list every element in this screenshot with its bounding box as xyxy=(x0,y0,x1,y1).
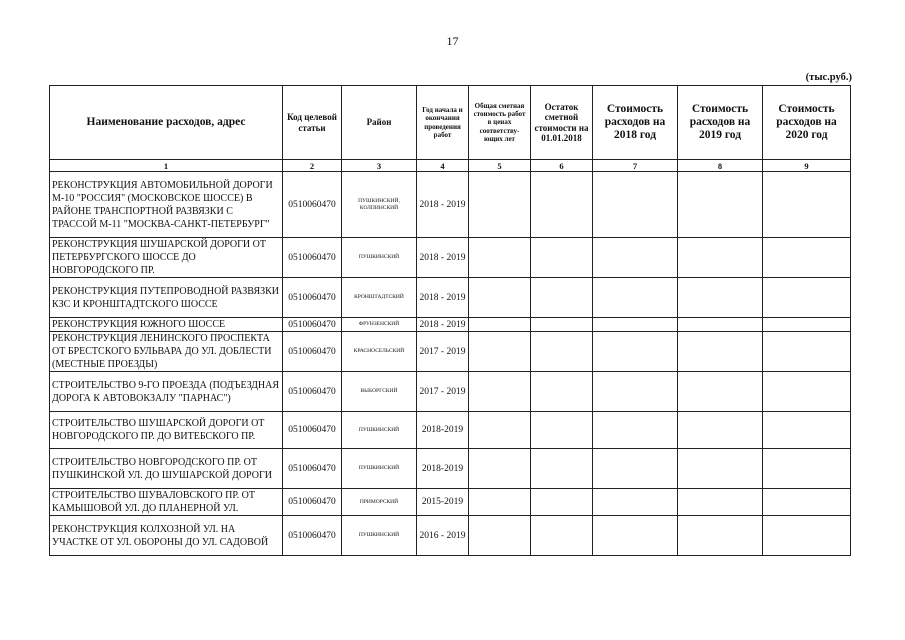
cost-2019-cell xyxy=(678,372,763,412)
work-years: 2017 - 2019 xyxy=(417,372,469,412)
column-number: 6 xyxy=(531,160,593,172)
expense-name: РЕКОНСТРУКЦИЯ ШУШАРСКОЙ ДОРОГИ ОТ ПЕТЕРБУРГСКОГО ШОССЕ ДО НОВГОРОДСКОГО ПР. xyxy=(50,238,283,278)
table-row xyxy=(50,489,851,516)
district: ВЫБОРГСКИЙ xyxy=(342,372,417,412)
header-name: Наименование расходов, адрес xyxy=(50,86,283,160)
target-code: 0510060470 xyxy=(283,318,342,332)
target-code: 0510060470 xyxy=(283,516,342,556)
remaining-cost-cell xyxy=(531,412,593,449)
expense-name: РЕКОНСТРУКЦИЯ ЮЖНОГО ШОССЕ xyxy=(50,318,283,332)
cost-2020-cell xyxy=(763,172,851,238)
district: ПУШКИНСКИЙ xyxy=(342,449,417,489)
work-years: 2017 - 2019 xyxy=(417,332,469,372)
cost-2020-cell xyxy=(763,238,851,278)
expense-name: СТРОИТЕЛЬСТВО НОВГОРОДСКОГО ПР. ОТ ПУШКИНСКОЙ УЛ. ДО ШУШАРСКОЙ ДОРОГИ xyxy=(50,449,283,489)
cost-2018-cell xyxy=(593,489,678,516)
target-code: 0510060470 xyxy=(283,489,342,516)
table-row xyxy=(50,412,851,449)
column-number: 9 xyxy=(763,160,851,172)
total-cost-cell xyxy=(469,172,531,238)
district: ПРИМОРСКИЙ xyxy=(342,489,417,516)
total-cost-cell xyxy=(469,332,531,372)
cost-2020-cell xyxy=(763,412,851,449)
column-number: 3 xyxy=(342,160,417,172)
target-code: 0510060470 xyxy=(283,372,342,412)
target-code: 0510060470 xyxy=(283,172,342,238)
header-cost-2018: Стоимость расходов на 2018 год xyxy=(593,86,678,160)
total-cost-cell xyxy=(469,372,531,412)
district: ПУШКИНСКИЙ xyxy=(342,412,417,449)
remaining-cost-cell xyxy=(531,238,593,278)
cost-2020-cell xyxy=(763,278,851,318)
work-years: 2015-2019 xyxy=(417,489,469,516)
remaining-cost-cell xyxy=(531,318,593,332)
work-years: 2018 - 2019 xyxy=(417,318,469,332)
header-district: Район xyxy=(342,86,417,160)
table-row xyxy=(50,332,851,372)
cost-2019-cell xyxy=(678,449,763,489)
expense-name: РЕКОНСТРУКЦИЯ ЛЕНИНСКОГО ПРОСПЕКТА ОТ БРЕСТСКОГО БУЛЬВАРА ДО УЛ. ДОБЛЕСТИ (МЕСТНЫЕ ПРОЕЗДЫ) xyxy=(50,332,283,372)
target-code: 0510060470 xyxy=(283,238,342,278)
table-row xyxy=(50,318,851,332)
total-cost-cell xyxy=(469,516,531,556)
table-row xyxy=(50,172,851,238)
cost-2019-cell xyxy=(678,278,763,318)
column-number: 5 xyxy=(469,160,531,172)
cost-2019-cell xyxy=(678,332,763,372)
expense-name: СТРОИТЕЛЬСТВО ШУШАРСКОЙ ДОРОГИ ОТ НОВГОРОДСКОГО ПР. ДО ВИТЕБСКОГО ПР. xyxy=(50,412,283,449)
cost-2018-cell xyxy=(593,372,678,412)
column-number: 1 xyxy=(50,160,283,172)
header-cost-2019: Стоимость расходов на 2019 год xyxy=(678,86,763,160)
cost-2018-cell xyxy=(593,449,678,489)
district: ПУШКИНСКИЙ xyxy=(342,516,417,556)
total-cost-cell xyxy=(469,318,531,332)
district: ФРУНЗЕНСКИЙ xyxy=(342,318,417,332)
cost-2018-cell xyxy=(593,238,678,278)
work-years: 2018 - 2019 xyxy=(417,238,469,278)
page-number: 17 xyxy=(446,34,459,48)
expense-table xyxy=(49,85,851,556)
district: КРОНШТАДТСКИЙ xyxy=(342,278,417,318)
cost-2020-cell xyxy=(763,449,851,489)
target-code: 0510060470 xyxy=(283,449,342,489)
target-code: 0510060470 xyxy=(283,412,342,449)
table-row xyxy=(50,449,851,489)
column-number: 4 xyxy=(417,160,469,172)
expense-name: СТРОИТЕЛЬСТВО ШУВАЛОВСКОГО ПР. ОТ КАМЫШОВОЙ УЛ. ДО ПЛАНЕРНОЙ УЛ. xyxy=(50,489,283,516)
table-row xyxy=(50,238,851,278)
work-years: 2018 - 2019 xyxy=(417,172,469,238)
remaining-cost-cell xyxy=(531,516,593,556)
cost-2019-cell xyxy=(678,238,763,278)
table-row xyxy=(50,372,851,412)
header-total-cost: Общая сметная стоимость работ в ценах соответству-ющих лет xyxy=(469,86,531,160)
target-code: 0510060470 xyxy=(283,332,342,372)
remaining-cost-cell xyxy=(531,489,593,516)
cost-2020-cell xyxy=(763,489,851,516)
header-remaining-cost: Остаток сметной стоимости на 01.01.2018 xyxy=(531,86,593,160)
cost-2019-cell xyxy=(678,172,763,238)
cost-2018-cell xyxy=(593,332,678,372)
header-years: Год начала и окончания проведения работ xyxy=(417,86,469,160)
district: КРАСНОСЕЛЬСКИЙ xyxy=(342,332,417,372)
total-cost-cell xyxy=(469,278,531,318)
total-cost-cell xyxy=(469,489,531,516)
total-cost-cell xyxy=(469,238,531,278)
work-years: 2018 - 2019 xyxy=(417,278,469,318)
cost-2019-cell xyxy=(678,516,763,556)
cost-2019-cell xyxy=(678,489,763,516)
district: ПУШКИНСКИЙ, КОЛПИНСКИЙ xyxy=(342,172,417,238)
remaining-cost-cell xyxy=(531,278,593,318)
cost-2020-cell xyxy=(763,372,851,412)
cost-2018-cell xyxy=(593,172,678,238)
total-cost-cell xyxy=(469,412,531,449)
work-years: 2018-2019 xyxy=(417,449,469,489)
unit-label: (тыс.руб.) xyxy=(805,72,852,83)
remaining-cost-cell xyxy=(531,372,593,412)
district: ПУШКИНСКИЙ xyxy=(342,238,417,278)
expense-name: РЕКОНСТРУКЦИЯ ПУТЕПРОВОДНОЙ РАЗВЯЗКИ КЗС И КРОНШТАДТСКОГО ШОССЕ xyxy=(50,278,283,318)
work-years: 2018-2019 xyxy=(417,412,469,449)
remaining-cost-cell xyxy=(531,332,593,372)
expense-name: РЕКОНСТРУКЦИЯ АВТОМОБИЛЬНОЙ ДОРОГИ М-10 "РОССИЯ" (МОСКОВСКОЕ ШОССЕ) В РАЙОНЕ ТРАНСПОРТНОЙ РАЗВЯЗКИ С ТРАССОЙ М-11 "МОСКВА-САНКТ-ПЕТЕРБУРГ" xyxy=(50,172,283,238)
cost-2019-cell xyxy=(678,412,763,449)
cost-2018-cell xyxy=(593,516,678,556)
cost-2019-cell xyxy=(678,318,763,332)
column-number: 8 xyxy=(678,160,763,172)
expense-name: РЕКОНСТРУКЦИЯ КОЛХОЗНОЙ УЛ. НА УЧАСТКЕ ОТ УЛ. ОБОРОНЫ ДО УЛ. САДОВОЙ xyxy=(50,516,283,556)
cost-2018-cell xyxy=(593,318,678,332)
table-row xyxy=(50,516,851,556)
cost-2020-cell xyxy=(763,318,851,332)
target-code: 0510060470 xyxy=(283,278,342,318)
total-cost-cell xyxy=(469,449,531,489)
expense-name: СТРОИТЕЛЬСТВО 9-ГО ПРОЕЗДА (ПОДЪЕЗДНАЯ ДОРОГА К АВТОВОКЗАЛУ "ПАРНАС") xyxy=(50,372,283,412)
cost-2018-cell xyxy=(593,412,678,449)
header-cost-2020: Стоимость расходов на 2020 год xyxy=(763,86,851,160)
column-number: 2 xyxy=(283,160,342,172)
header-code: Код целевой статьи xyxy=(283,86,342,160)
remaining-cost-cell xyxy=(531,449,593,489)
cost-2018-cell xyxy=(593,278,678,318)
remaining-cost-cell xyxy=(531,172,593,238)
table-row xyxy=(50,278,851,318)
cost-2020-cell xyxy=(763,516,851,556)
column-number: 7 xyxy=(593,160,678,172)
cost-2020-cell xyxy=(763,332,851,372)
work-years: 2016 - 2019 xyxy=(417,516,469,556)
